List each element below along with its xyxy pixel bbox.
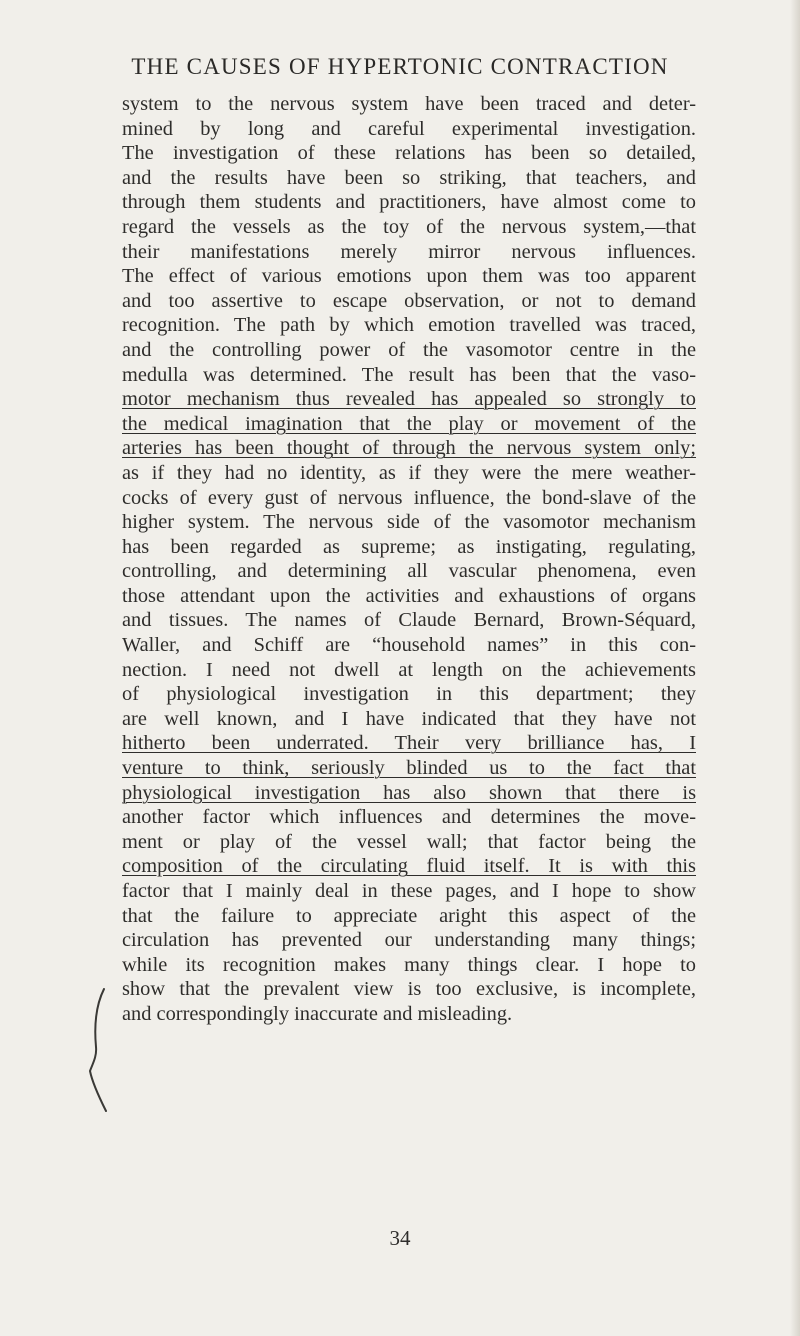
text-line: show that the prevalent view is too exclusive, is incomplete, bbox=[122, 978, 696, 1001]
text-line: nection. I need not dwell at length on the achievements bbox=[122, 658, 696, 681]
text-line-underlined: arteries has been thought of through the nervous system only; bbox=[122, 437, 696, 460]
text-line: circulation has prevented our understanding many things; bbox=[122, 929, 696, 952]
text-line: as if they had no identity, as if they were the mere weather- bbox=[122, 461, 696, 484]
text-line: are well known, and I have indicated that they have not bbox=[122, 707, 696, 730]
text-line: mined by long and careful experimental investigation. bbox=[122, 117, 696, 140]
page-edge-shadow bbox=[790, 0, 800, 1336]
text-line: medulla was determined. The result has been that the vaso- bbox=[122, 363, 696, 386]
text-line: The investigation of these relations has been so detailed, bbox=[122, 142, 696, 165]
text-line-underlined: motor mechanism thus revealed has appealed so strongly to bbox=[122, 388, 696, 411]
text-line: that the failure to appreciate aright this aspect of the bbox=[122, 904, 696, 927]
text-line: controlling, and determining all vascular phenomena, even bbox=[122, 560, 696, 583]
text-line: those attendant upon the activities and exhaustions of organs bbox=[122, 584, 696, 607]
margin-bracket-mark bbox=[86, 985, 110, 1115]
text-line: system to the nervous system have been traced and deter- bbox=[122, 93, 696, 115]
text-line: their manifestations merely mirror nervous influences. bbox=[122, 240, 696, 263]
text-line-underlined: composition of the circulating fluid itself. It is with this bbox=[122, 855, 696, 878]
text-line: and correspondingly inaccurate and misleading. bbox=[122, 1002, 513, 1025]
text-line: has been regarded as supreme; as instigating, regulating, bbox=[122, 535, 696, 558]
text-line: another factor which influences and determines the move- bbox=[122, 806, 696, 829]
text-line-underlined: the medical imagination that the play or movement of the bbox=[122, 412, 696, 435]
text-line-underlined: hitherto been underrated. Their very brilliance has, I bbox=[122, 732, 696, 755]
text-line: and tissues. The names of Claude Bernard, Brown-Séquard, bbox=[122, 609, 696, 632]
page-number: 34 bbox=[389, 1226, 411, 1250]
text-line: recognition. The path by which emotion travelled was traced, bbox=[122, 314, 696, 337]
text-line-underlined: physiological investigation has also shown that there is bbox=[122, 781, 696, 804]
text-line: ment or play of the vessel wall; that factor being the bbox=[122, 830, 696, 853]
text-line: The effect of various emotions upon them was too apparent bbox=[122, 265, 696, 288]
text-line: cocks of every gust of nervous influence, the bond-slave of the bbox=[122, 486, 696, 509]
text-line: factor that I mainly deal in these pages, and I hope to show bbox=[122, 880, 696, 902]
text-line: and the controlling power of the vasomotor centre in the bbox=[122, 338, 696, 361]
text-line: of physiological investigation in this department; they bbox=[122, 683, 696, 706]
text-line-underlined: venture to think, seriously blinded us to the fact that bbox=[122, 757, 696, 780]
body-paragraph bbox=[122, 92, 696, 1027]
text-line: Waller, and Schiff are “household names” in this con- bbox=[122, 634, 696, 657]
running-title: THE CAUSES OF HYPERTONIC CONTRACTION bbox=[131, 54, 669, 79]
text-line: higher system. The nervous side of the vasomotor mechanism bbox=[122, 511, 696, 534]
text-line: and the results have been so striking, that teachers, and bbox=[122, 166, 696, 189]
text-line: and too assertive to escape observation, or not to demand bbox=[122, 289, 696, 312]
text-line: while its recognition makes many things clear. I hope to bbox=[122, 953, 696, 976]
text-line: regard the vessels as the toy of the nervous system,—that bbox=[122, 215, 696, 238]
text-line: through them students and practitioners, have almost come to bbox=[122, 191, 696, 214]
